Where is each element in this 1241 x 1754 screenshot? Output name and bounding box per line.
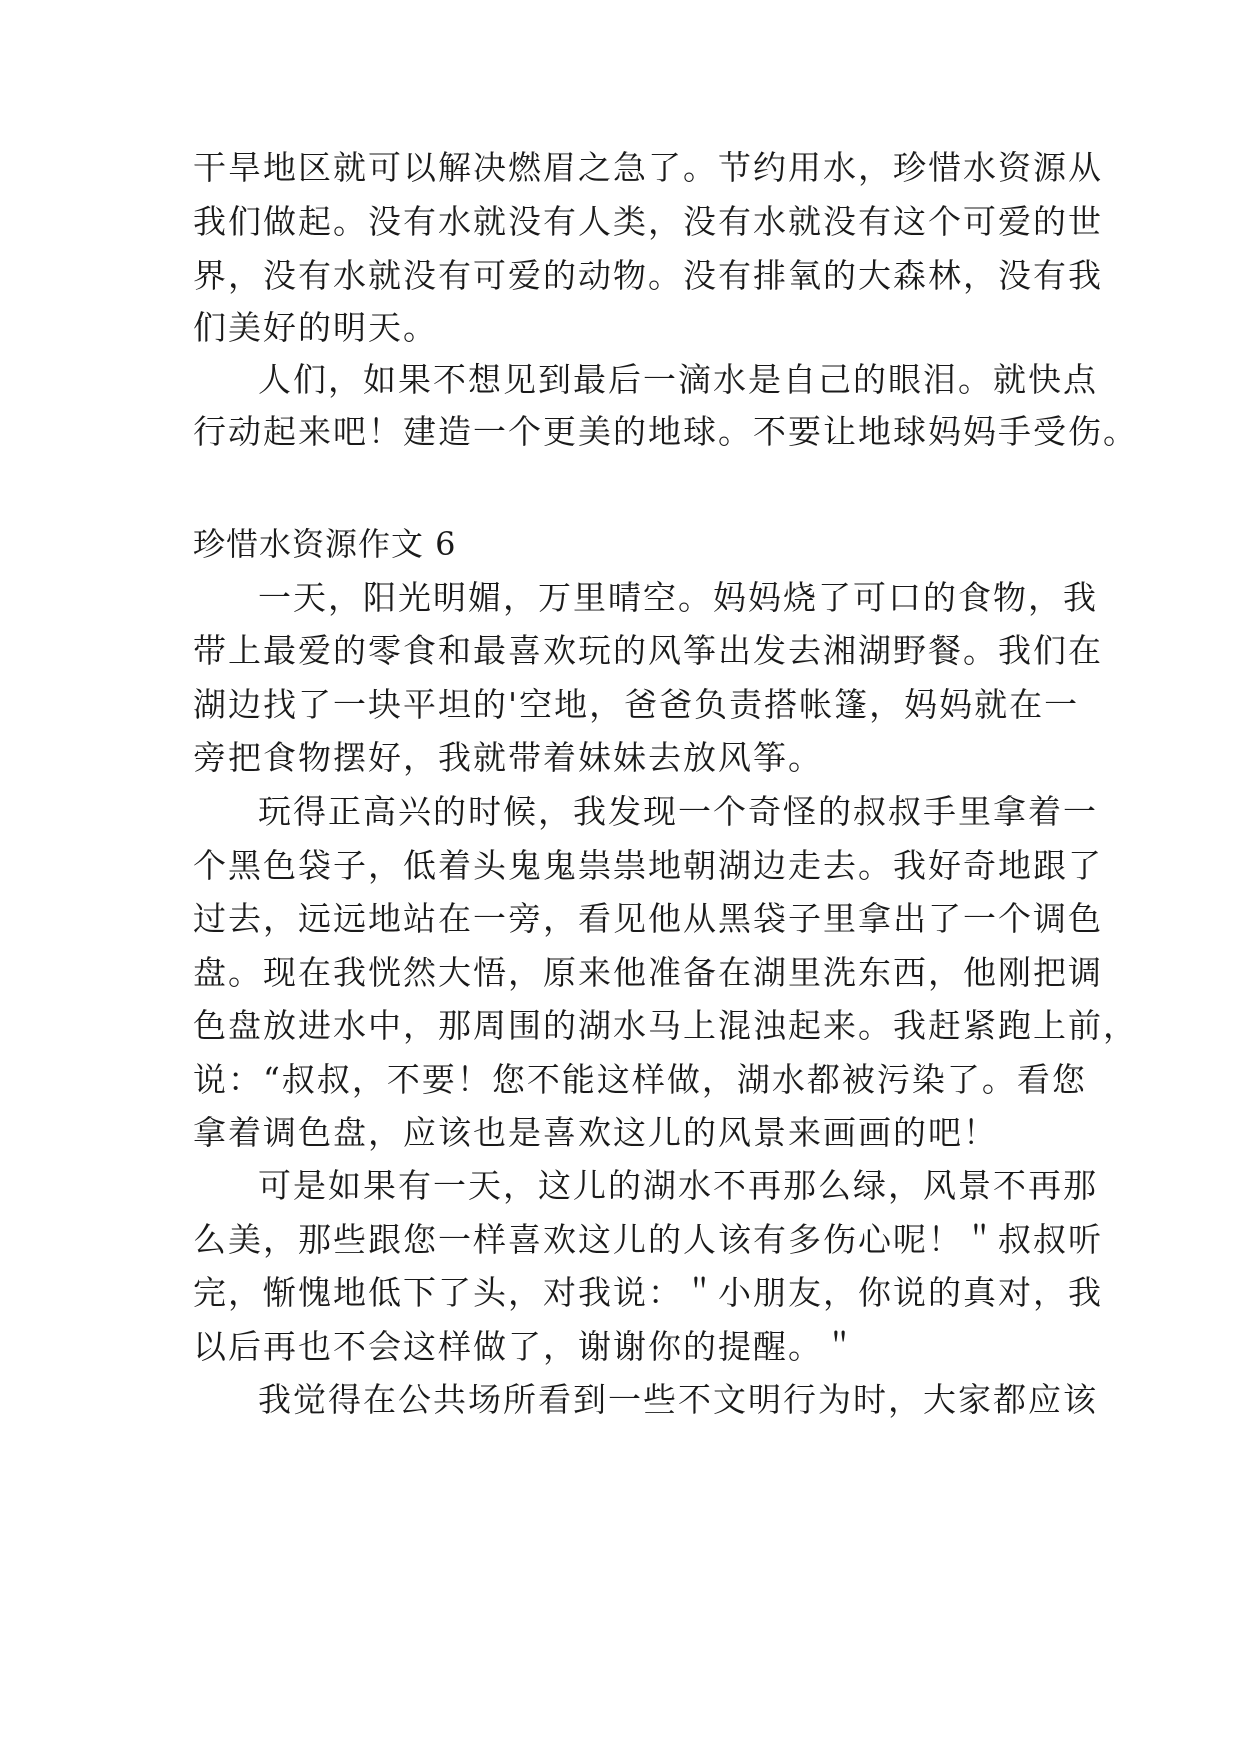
paragraph-line: 可是如果有一天，这儿的湖水不再那么绿，风景不再那 [258, 1166, 1098, 1205]
paragraph-line: 色盘放进水中，那周围的湖水马上混浊起来。我赶紧跑上前， [193, 1006, 1138, 1045]
paragraph-line: 说：“叔叔，不要！您不能这样做，湖水都被污染了。看您 [193, 1060, 1087, 1099]
paragraph-line: 一天，阳光明媚，万里晴空。妈妈烧了可口的食物，我 [258, 578, 1098, 617]
paragraph-line: 拿着调色盘，应该也是喜欢这儿的风景来画画的吧！ [193, 1113, 998, 1152]
paragraph-line: 湖边找了一块平坦的'空地，爸爸负责搭帐篷，妈妈就在一 [193, 685, 1080, 724]
paragraph-line: 界，没有水就没有可爱的动物。没有排氧的大森林，没有我 [193, 256, 1103, 295]
paragraph-line: 我们做起。没有水就没有人类，没有水就没有这个可爱的世 [193, 202, 1103, 241]
paragraph-line: 旁把食物摆好，我就带着妹妹去放风筝。 [193, 738, 823, 777]
paragraph-line: 行动起来吧！建造一个更美的地球。不要让地球妈妈手受伤。 [193, 412, 1138, 451]
paragraph-line: 我觉得在公共场所看到一些不文明行为时，大家都应该 [258, 1380, 1098, 1419]
paragraph-line: 完，惭愧地低下了头，对我说：＂小朋友，你说的真对，我 [193, 1273, 1103, 1312]
paragraph-line: 干旱地区就可以解决燃眉之急了。节约用水，珍惜水资源从 [193, 148, 1103, 187]
paragraph-line: 么美，那些跟您一样喜欢这儿的人该有多伤心呢！＂叔叔听 [193, 1220, 1103, 1259]
paragraph-line: 以后再也不会这样做了，谢谢你的提醒。＂ [193, 1327, 858, 1366]
paragraph-line: 过去，远远地站在一旁，看见他从黑袋子里拿出了一个调色 [193, 899, 1103, 938]
paragraph-line: 个黑色袋子，低着头鬼鬼祟祟地朝湖边走去。我好奇地跟了 [193, 846, 1103, 885]
paragraph-line: 带上最爱的零食和最喜欢玩的风筝出发去湘湖野餐。我们在 [193, 631, 1103, 670]
paragraph-line: 们美好的明天。 [193, 308, 438, 347]
paragraph-line: 玩得正高兴的时候，我发现一个奇怪的叔叔手里拿着一 [258, 792, 1098, 831]
paragraph-line: 盘。现在我恍然大悟，原来他准备在湖里洗东西，他刚把调 [193, 953, 1103, 992]
section-title: 珍惜水资源作文 6 [193, 525, 457, 563]
paragraph-line: 人们，如果不想见到最后一滴水是自己的眼泪。就快点 [258, 360, 1098, 399]
